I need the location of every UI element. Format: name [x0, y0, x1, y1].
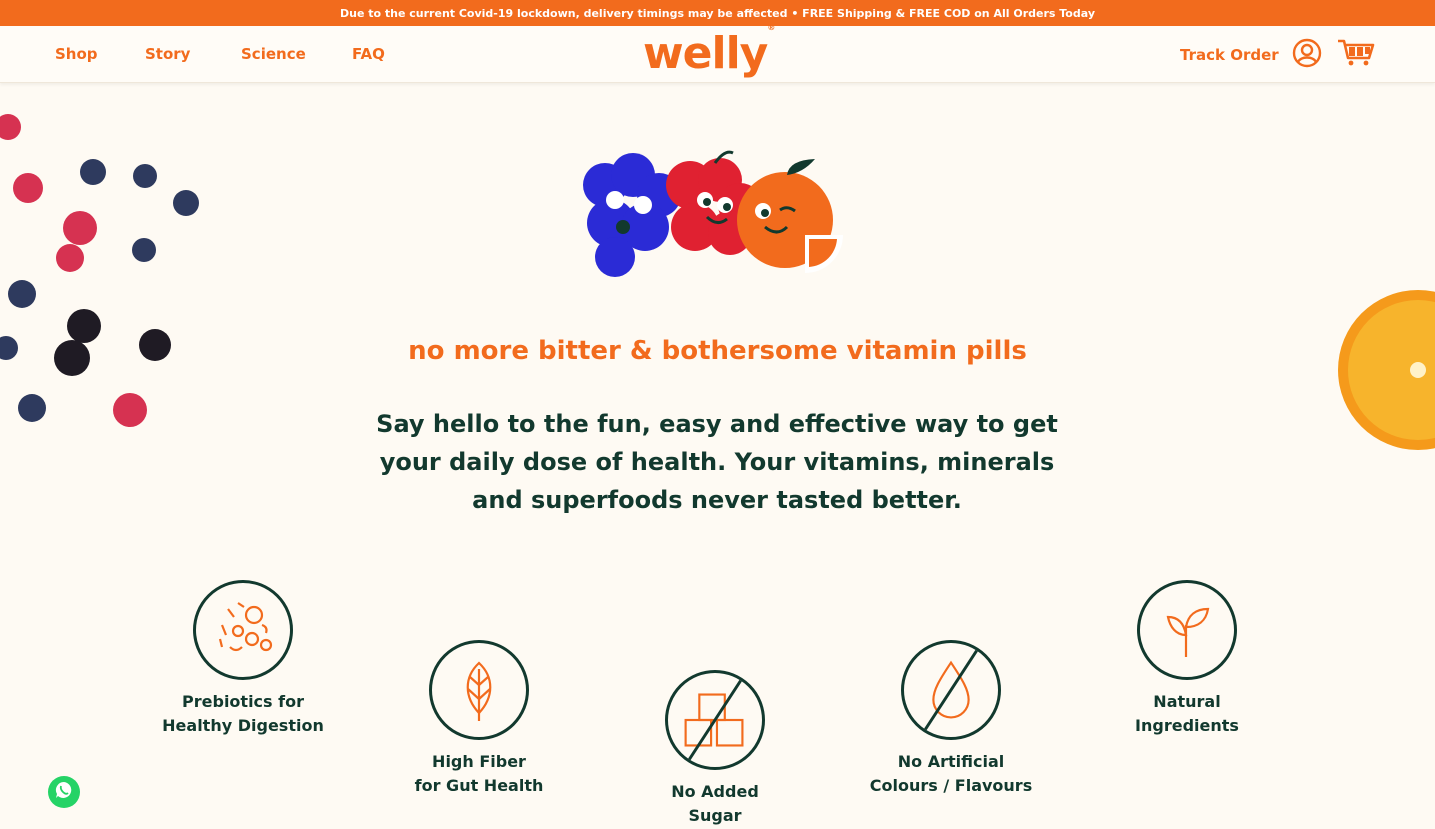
feature-line1: Natural — [1153, 692, 1221, 711]
feature-line1: No Added — [671, 782, 759, 801]
feature-line1: No Artificial — [897, 752, 1005, 771]
announcement-text: Due to the current Covid-19 lockdown, delivery timings may be affected • FREE Shipping & FREE COD on All Orders Today — [340, 6, 1095, 20]
whatsapp-chat-button[interactable] — [48, 776, 80, 808]
feature-line1: Prebiotics for — [182, 692, 304, 711]
nav-science[interactable]: Science — [241, 45, 306, 63]
whatsapp-icon — [54, 780, 74, 804]
cart-icon[interactable] — [1337, 38, 1375, 70]
sugar-cubes-icon — [665, 670, 765, 770]
feature-no-added-sugar — [620, 670, 810, 828]
berries-decoration — [0, 100, 210, 440]
hero-intro: Say hello to the fun, easy and effective way to get your daily dose of health. Your vitamins, minerals and superfoods never tasted better. — [376, 410, 1058, 514]
fruit-mascots-illustration — [575, 145, 860, 280]
feature-no-artificial — [856, 640, 1046, 798]
nav-shop[interactable]: Shop — [55, 45, 98, 63]
prebiotics-icon — [193, 580, 293, 680]
feature-line1: High Fiber — [432, 752, 526, 771]
feature-line2: Healthy Digestion — [162, 716, 324, 735]
feature-natural — [1092, 580, 1282, 738]
announcement-bar — [0, 0, 1435, 26]
account-icon[interactable] — [1292, 38, 1322, 72]
drop-icon — [901, 640, 1001, 740]
feature-high-fiber — [384, 640, 574, 798]
feature-line2: Ingredients — [1135, 716, 1239, 735]
nav-story[interactable]: Story — [145, 45, 191, 63]
leaf-icon — [429, 640, 529, 740]
sprout-icon — [1137, 580, 1237, 680]
orange-slice-decoration — [1330, 290, 1435, 460]
feature-line2: Sugar — [688, 806, 742, 825]
site-header — [0, 23, 1435, 83]
feature-prebiotics — [148, 580, 338, 738]
feature-line2: Colours / Flavours — [869, 776, 1033, 795]
brand-name: welly — [643, 28, 768, 79]
hero-tagline: no more bitter & bothersome vitamin pills — [408, 336, 1027, 366]
registered-mark: ® — [767, 23, 775, 33]
brand-logo[interactable] — [643, 23, 775, 79]
track-order-link[interactable]: Track Order — [1180, 46, 1279, 64]
nav-faq[interactable]: FAQ — [352, 45, 385, 63]
feature-line2: for Gut Health — [414, 776, 544, 795]
